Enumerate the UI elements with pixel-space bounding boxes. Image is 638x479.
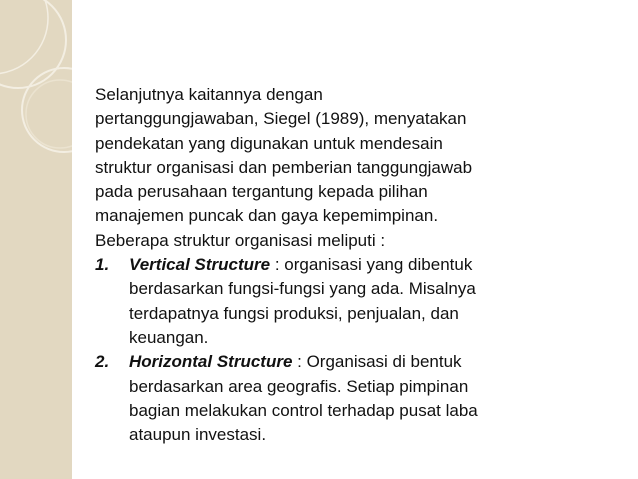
- item-description-line: terdapatnya fungsi produksi, penjualan, dan: [129, 303, 459, 323]
- item-description-line: ataupun investasi.: [129, 425, 267, 445]
- list-number: 2.: [95, 352, 110, 372]
- item-description-line: bagian melakukan control terhadap pusat laba: [129, 400, 478, 420]
- paragraph-line: Selanjutnya kaitannya dengan: [95, 85, 323, 104]
- paragraph-line: manajemen puncak dan gaya kepemimpinan.: [95, 206, 439, 226]
- intro-paragraph: [95, 83, 615, 253]
- item-description: : organisasi yang dibentuk: [270, 255, 473, 275]
- list-item-vertical-structure: [95, 253, 615, 350]
- paragraph-line: pada perusahaan tergantung kepada pilihan: [95, 182, 428, 202]
- term-horizontal-structure: Horizontal Structure: [129, 352, 293, 372]
- item-description: : Organisasi di bentuk: [292, 352, 462, 372]
- ornament-rings-graphic: [0, 0, 72, 479]
- decorative-sidebar: [0, 0, 72, 479]
- paragraph-line: pendekatan yang digunakan untuk mendesain: [95, 133, 443, 153]
- item-description-line: berdasarkan area geografis. Setiap pimpinan: [129, 376, 469, 396]
- item-description-line: keuangan.: [129, 327, 209, 347]
- paragraph-line: pertanggungjawaban, Siegel (1989), menyatakan: [95, 109, 467, 129]
- list-item-horizontal-structure: [95, 350, 615, 447]
- item-description-line: berdasarkan fungsi-fungsi yang ada. Misalnya: [129, 279, 476, 299]
- list-number: 1.: [95, 255, 110, 275]
- structure-list: [95, 253, 615, 447]
- paragraph-line: Beberapa struktur organisasi meliputi :: [95, 230, 386, 250]
- slide-content: [95, 83, 615, 447]
- term-vertical-structure: Vertical Structure: [129, 255, 271, 275]
- paragraph-line: struktur organisasi dan pemberian tanggungjawab: [95, 157, 473, 177]
